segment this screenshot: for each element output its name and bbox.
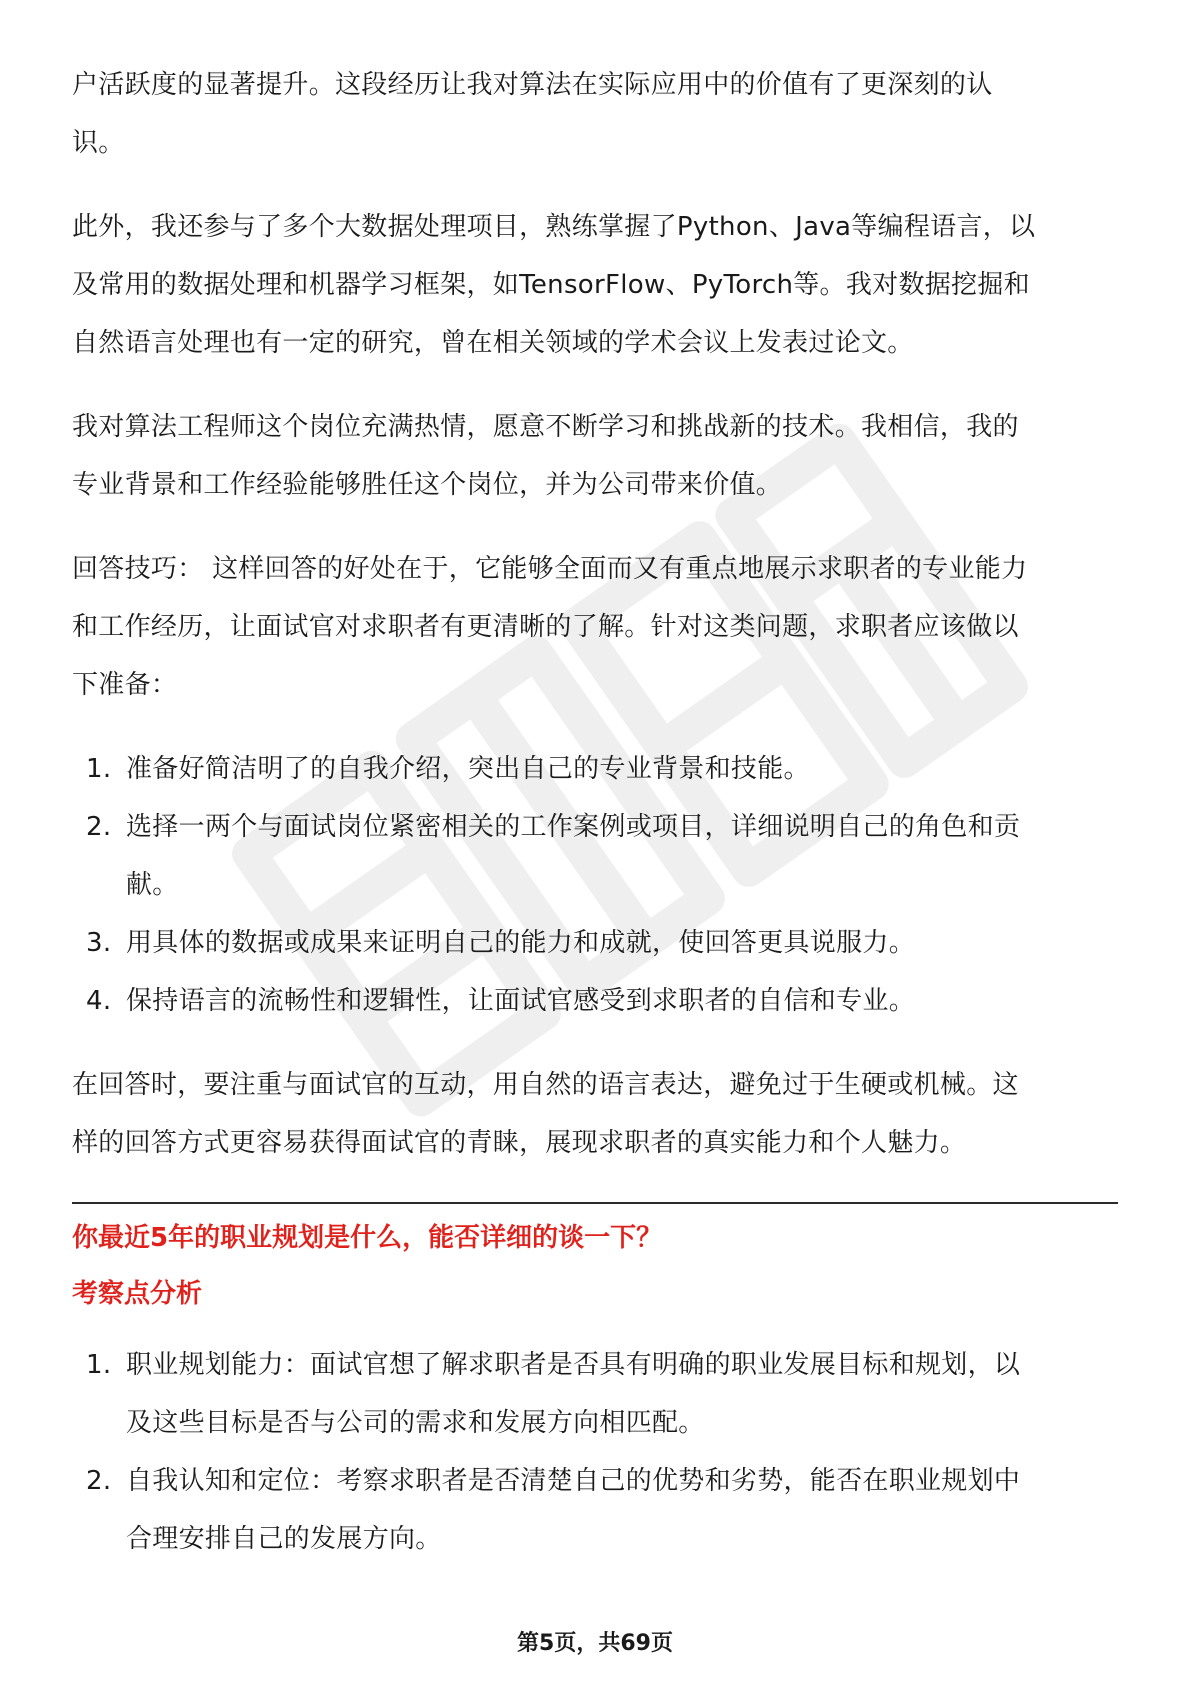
- paragraph-2-line-1: 此外，我还参与了多个大数据处理项目，熟练掌握了Python、Java等编程语言，以: [72, 212, 1036, 242]
- list-item-text: 保持语言的流畅性和逻辑性，让面试官感受到求职者的自信和专业。: [126, 986, 916, 1016]
- answer-tips-line-1: 回答技巧： 这样回答的好处在于，它能够全面而又有重点地展示求职者的专业能力: [72, 554, 1028, 584]
- paragraph-3-line-2: 专业背景和工作经验能够胜任这个岗位，并为公司带来价值。: [72, 470, 783, 500]
- list-item-text-cont: 合理安排自己的发展方向。: [126, 1524, 442, 1554]
- answer-tips-line-3: 下准备：: [72, 670, 178, 700]
- list-item-text-cont: 献。: [126, 870, 179, 900]
- list-item-text-cont: 及这些目标是否与公司的需求和发展方向相匹配。: [126, 1408, 705, 1438]
- list-item: [72, 914, 1118, 972]
- list-item: [72, 798, 1118, 914]
- list-item: [72, 1336, 1118, 1452]
- list-item-number: 4.: [86, 986, 112, 1016]
- paragraph-3-line-1: 我对算法工程师这个岗位充满热情，愿意不断学习和挑战新的技术。我相信，我的: [72, 412, 1019, 442]
- paragraph-1: [72, 56, 1118, 172]
- list-item-number: 1.: [86, 754, 112, 784]
- analysis-heading: 考察点分析: [72, 1279, 203, 1309]
- list-item: [72, 972, 1118, 1030]
- question-title: 你最近5年的职业规划是什么，能否详细的谈一下？: [72, 1223, 663, 1253]
- closing-line-1: 在回答时，要注重与面试官的互动，用自然的语言表达，避免过于生硬或机械。这: [72, 1070, 1019, 1100]
- preparation-list: [72, 740, 1118, 1030]
- list-item-text: 准备好简洁明了的自我介绍，突出自己的专业背景和技能。: [126, 754, 810, 784]
- list-item: [72, 740, 1118, 798]
- list-item-number: 2.: [86, 812, 112, 842]
- closing-line-2: 样的回答方式更容易获得面试官的青睐，展现求职者的真实能力和个人魅力。: [72, 1128, 967, 1158]
- analysis-list: [72, 1336, 1118, 1568]
- section-divider: [72, 1202, 1118, 1204]
- closing-paragraph: [72, 1056, 1118, 1172]
- paragraph-2-line-2: 及常用的数据处理和机器学习框架，如TensorFlow、PyTorch等。我对数据挖掘和: [72, 270, 1030, 300]
- paragraph-1-line-2: 识。: [72, 128, 125, 158]
- list-item-text: 选择一两个与面试岗位紧密相关的工作案例或项目，详细说明自己的角色和贡: [126, 812, 1021, 842]
- list-item-text: 用具体的数据或成果来证明自己的能力和成就，使回答更具说服力。: [126, 928, 916, 958]
- answer-tips-line-2: 和工作经历，让面试官对求职者有更清晰的了解。针对这类问题，求职者应该做以: [72, 612, 1019, 642]
- page-number-footer: 第5页，共69页: [517, 1631, 673, 1656]
- list-item-number: 2.: [86, 1466, 112, 1496]
- answer-tips-paragraph: [72, 540, 1118, 714]
- list-item-number: 1.: [86, 1350, 112, 1380]
- list-item-number: 3.: [86, 928, 112, 958]
- list-item: [72, 1452, 1118, 1568]
- paragraph-2: [72, 198, 1118, 372]
- document-body: [72, 56, 1118, 1568]
- paragraph-3: [72, 398, 1118, 514]
- paragraph-1-line-1: 户活跃度的显著提升。这段经历让我对算法在实际应用中的价值有了更深刻的认: [72, 70, 993, 100]
- list-item-text: 自我认知和定位：考察求职者是否清楚自己的优势和劣势，能否在职业规划中: [126, 1466, 1021, 1496]
- paragraph-2-line-3: 自然语言处理也有一定的研究，曾在相关领域的学术会议上发表过论文。: [72, 328, 914, 358]
- list-item-text: 职业规划能力：面试官想了解求职者是否具有明确的职业发展目标和规划，以: [126, 1350, 1021, 1380]
